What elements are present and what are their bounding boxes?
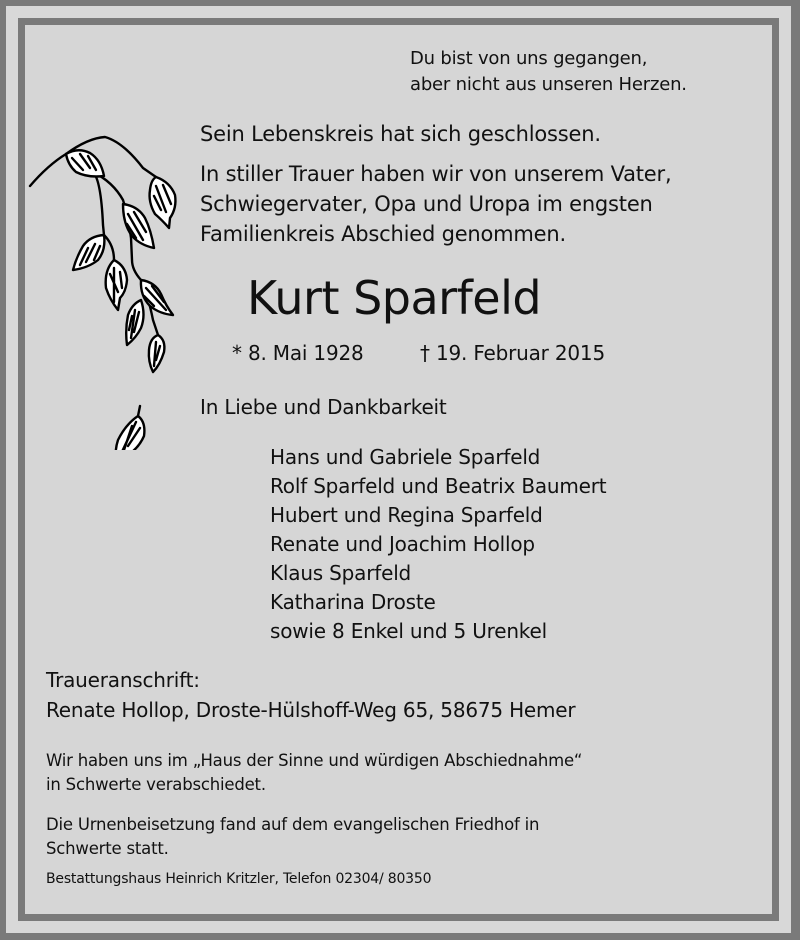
intro-paragraph-line: Familienkreis Abschied genommen. (200, 222, 566, 246)
obituary-notice (25, 25, 772, 914)
mourners-list (270, 443, 606, 646)
motto-line: Du bist von uns gegangen, (410, 48, 648, 69)
farewell-note (46, 749, 582, 797)
mourner: Renate und Joachim Hollop (270, 532, 535, 556)
burial-note-line: Schwerte statt. (46, 839, 169, 858)
mourner: Rolf Sparfeld und Beatrix Baumert (270, 474, 607, 498)
motto (410, 46, 687, 98)
mourner: Hans und Gabriele Sparfeld (270, 445, 541, 469)
birch-branch-icon (28, 120, 188, 450)
mourner: Hubert und Regina Sparfeld (270, 503, 543, 527)
intro-line: Sein Lebenskreis hat sich geschlossen. (200, 122, 601, 146)
mourner: sowie 8 Enkel und 5 Urenkel (270, 619, 547, 643)
undertaker-info: Bestattungshaus Heinrich Kritzler, Telefon 02304/ 80350 (46, 871, 432, 887)
intro-paragraph (200, 159, 671, 249)
address-label: Traueranschrift: (46, 668, 200, 692)
death-date: † 19. Februar 2015 (420, 341, 605, 365)
mourner: Katharina Droste (270, 590, 436, 614)
intro-paragraph-line: In stiller Trauer haben wir von unserem Vater, (200, 162, 672, 186)
deceased-name: Kurt Sparfeld (247, 271, 542, 325)
burial-note-line: Die Urnenbeisetzung fand auf dem evangelischen Friedhof in (46, 815, 540, 834)
motto-line: aber nicht aus unseren Herzen. (410, 74, 687, 95)
dedication: In Liebe und Dankbarkeit (200, 395, 447, 419)
birth-date: * 8. Mai 1928 (232, 341, 364, 365)
mourner: Klaus Sparfeld (270, 561, 412, 585)
mourning-address: Renate Hollop, Droste-Hülshoff-Weg 65, 58675 Hemer (46, 698, 576, 722)
intro-paragraph-line: Schwiegervater, Opa und Uropa im engsten (200, 192, 653, 216)
burial-note (46, 813, 539, 861)
farewell-note-line: in Schwerte verabschiedet. (46, 775, 266, 794)
farewell-note-line: Wir haben uns im „Haus der Sinne und würdigen Abschiednahme“ (46, 751, 583, 770)
